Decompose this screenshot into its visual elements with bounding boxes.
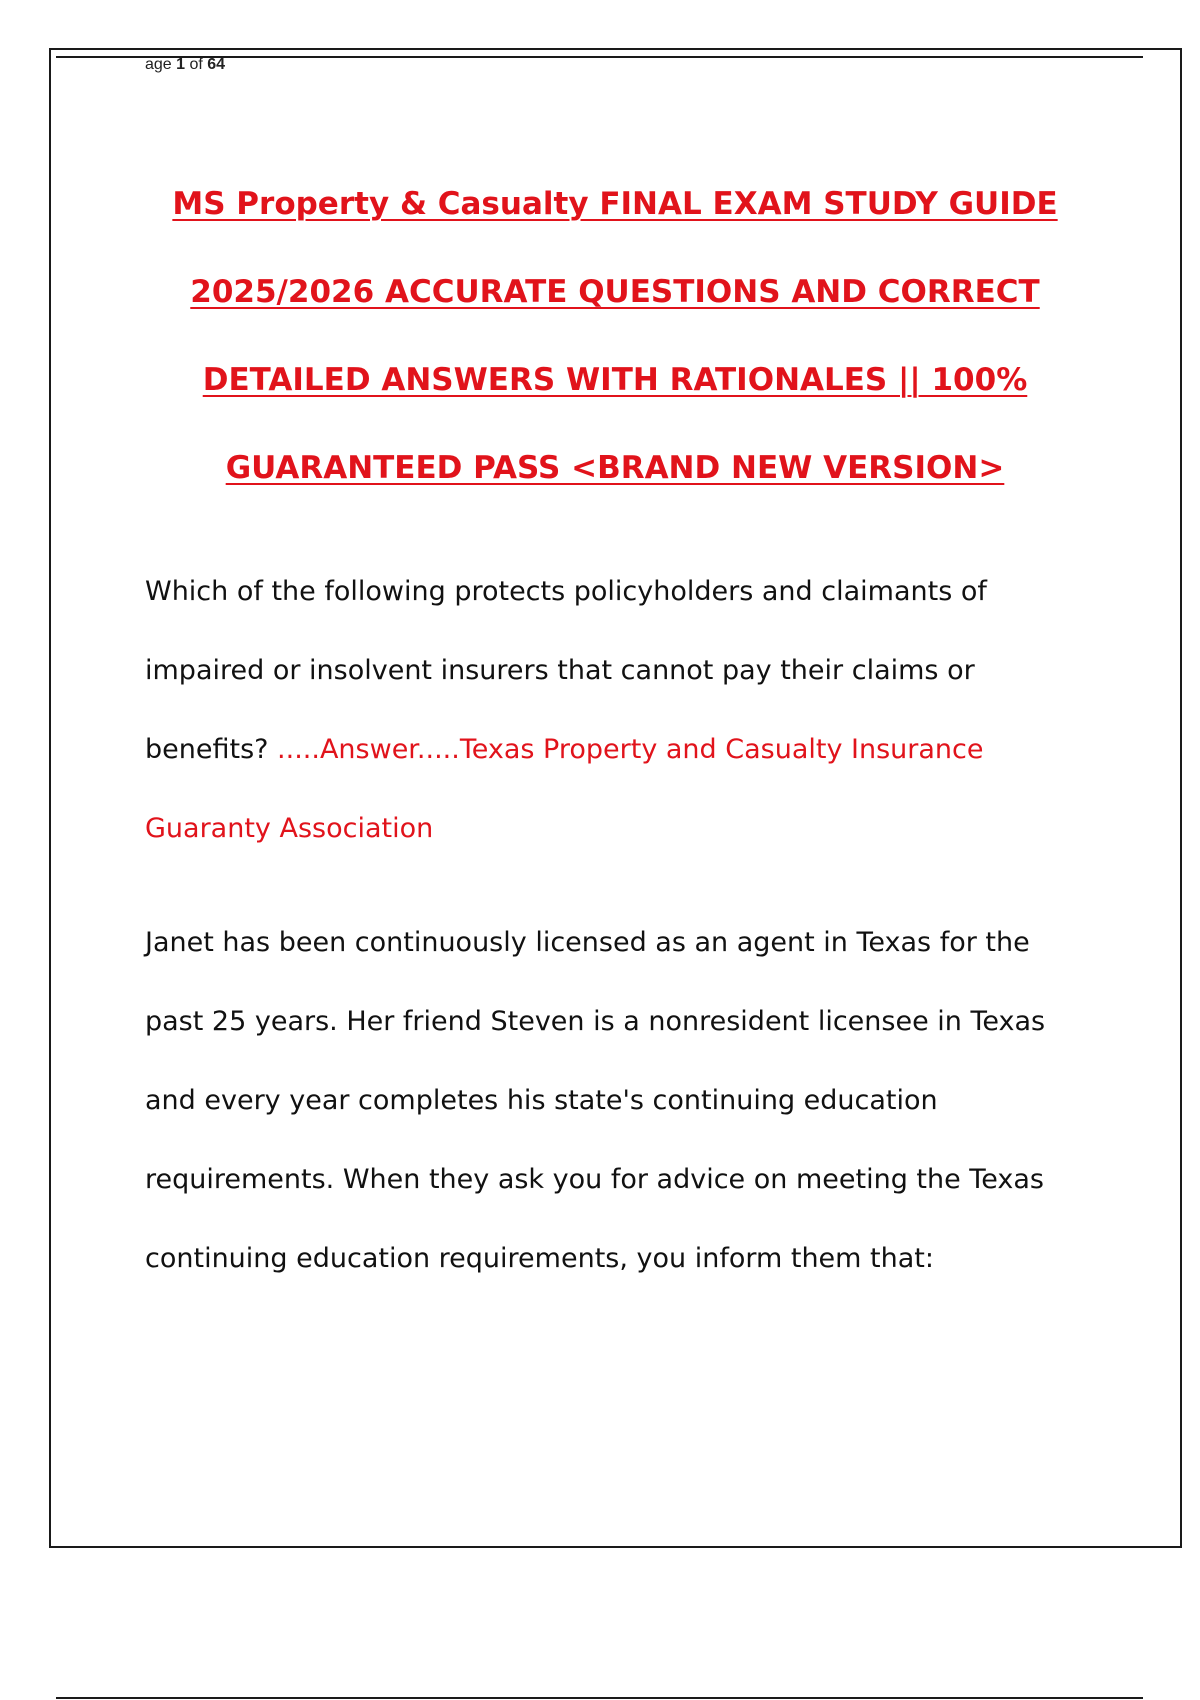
title-line-3: DETAILED ANSWERS WITH RATIONALES || 100% [202, 362, 1028, 398]
title-line-4: GUARANTEED PASS <BRAND NEW VERSION> [225, 450, 1005, 486]
question-text-1: Which of the following protects policyholders and claimants of impaired or insolvent insurers that cannot pay their claims or benefits? [145, 576, 987, 765]
page-counter [145, 56, 225, 74]
title-line-1: MS Property & Casualty FINAL EXAM STUDY GUIDE [172, 186, 1058, 222]
question-text-2: Janet has been continuously licensed as an agent in Texas for the past 25 years. Her friend Steven is a nonresident licensee in Texas and every year completes his state's continuing education requirements. When they ask you for advice on meeting the Texas continuing education requirements, you inform them that: [145, 927, 1046, 1274]
question-block-2 [145, 903, 1085, 1298]
page-of: of [185, 56, 208, 73]
page-total: 64 [207, 56, 226, 73]
page-current: 1 [176, 56, 186, 73]
page-prefix: age [145, 56, 177, 73]
page-break-rule [56, 1697, 1143, 1699]
document-title [150, 160, 1080, 512]
title-line-2: 2025/2026 ACCURATE QUESTIONS AND CORRECT [190, 274, 1040, 310]
question-block-1 [145, 552, 1085, 868]
answer-text-1: .....Answer.....Texas Property and Casualty Insurance Guaranty Association [145, 734, 984, 844]
